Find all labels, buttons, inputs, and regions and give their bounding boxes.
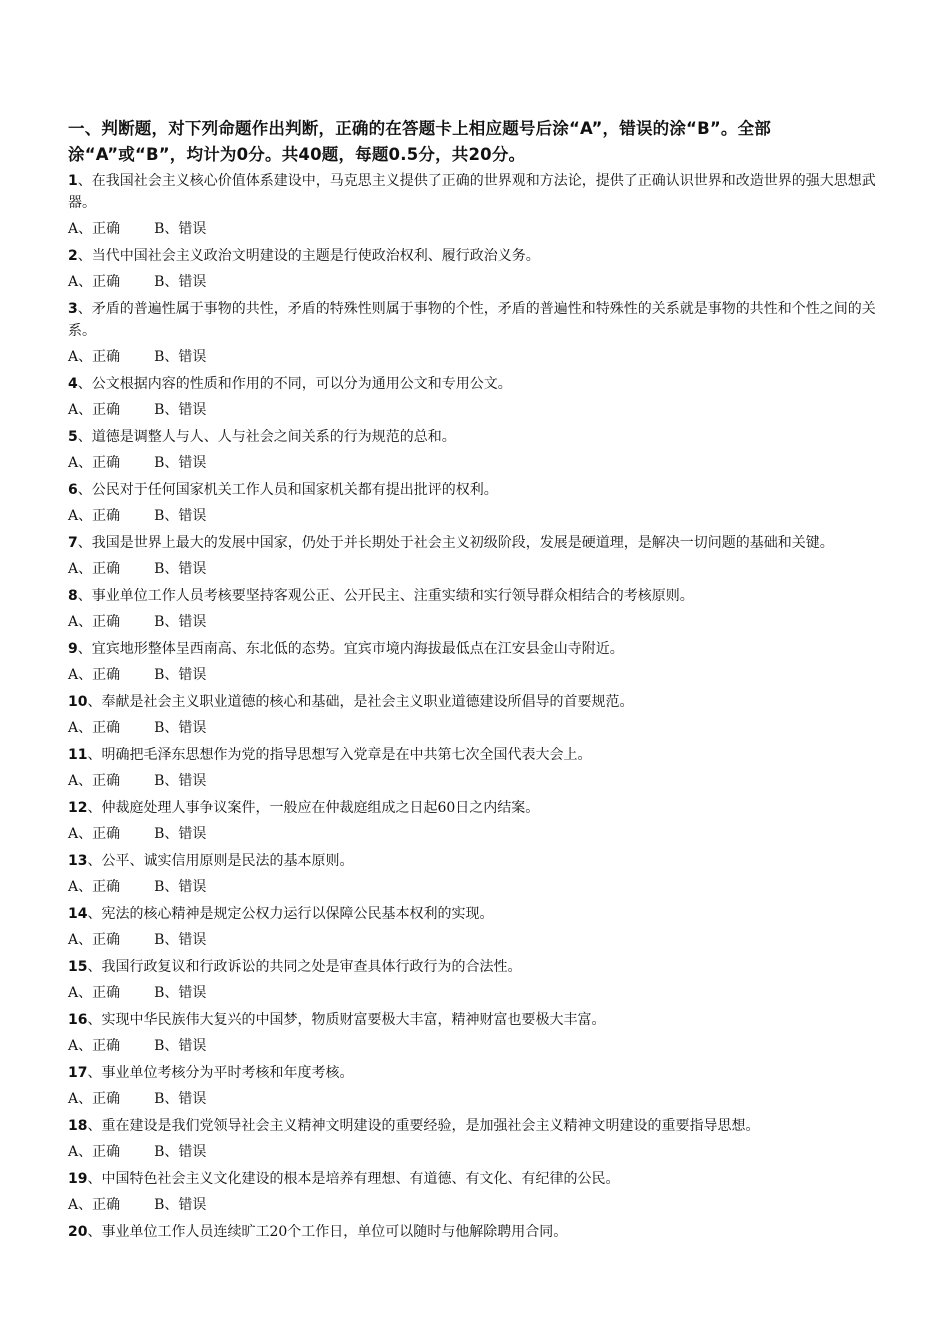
question-item: [68, 1062, 888, 1110]
answer-options: [68, 717, 888, 739]
option-a-correct: A、正确: [68, 879, 121, 895]
question-stem: [68, 426, 888, 448]
question-text: 、道德是调整人与人、人与社会之间关系的行为规范的总和。: [77, 429, 456, 445]
question-text: 、我国是世界上最大的发展中国家，仍处于并长期处于社会主义初级阶段，发展是硬道理，是解决一切问题的基础和关键。: [77, 535, 834, 551]
question-text: 、公平、诚实信用原则是民法的基本原则。: [87, 853, 354, 869]
question-item: [68, 585, 888, 633]
question-item: [68, 638, 888, 686]
answer-options: [68, 1035, 888, 1057]
question-stem: [68, 797, 888, 819]
option-b-incorrect: B、错误: [154, 773, 207, 789]
question-item: [68, 850, 888, 898]
question-number: 18: [68, 1118, 88, 1134]
answer-options: [68, 770, 888, 792]
question-number: 2: [68, 248, 78, 264]
question-text: 、明确把毛泽东思想作为党的指导思想写入党章是在中共第七次全国代表大会上。: [87, 747, 592, 763]
question-number: 20: [68, 1224, 88, 1240]
option-b-incorrect: B、错误: [154, 614, 207, 630]
question-stem: [68, 691, 888, 713]
question-text: 、重在建设是我们党领导社会主义精神文明建设的重要经验，是加强社会主义精神文明建设的重要指导思想。: [87, 1118, 760, 1134]
question-number: 10: [68, 694, 88, 710]
question-item: [68, 1115, 888, 1163]
answer-options: [68, 399, 888, 421]
option-a-correct: A、正确: [68, 1038, 121, 1054]
question-stem: [68, 956, 888, 978]
question-text: 、事业单位工作人员连续旷工20个工作日，单位可以随时与他解除聘用合同。: [87, 1224, 568, 1240]
question-text: 、我国行政复议和行政诉讼的共同之处是审查具体行政行为的合法性。: [87, 959, 522, 975]
option-a-correct: A、正确: [68, 274, 121, 290]
option-b-incorrect: B、错误: [154, 455, 207, 471]
question-stem: [68, 638, 888, 660]
option-b-incorrect: B、错误: [154, 1091, 207, 1107]
question-text: 、当代中国社会主义政治文明建设的主题是行使政治权利、履行政治义务。: [77, 248, 540, 264]
question-number: 12: [68, 800, 88, 816]
question-text: 、矛盾的普遍性属于事物的共性，矛盾的特殊性则属于事物的个性，矛盾的普遍性和特殊性的关系就是事物的共性和个性之间的关系。: [68, 301, 876, 339]
question-text: 、公文根据内容的性质和作用的不同，可以分为通用公文和专用公文。: [77, 376, 512, 392]
question-item: [68, 479, 888, 527]
question-stem: [68, 1062, 888, 1084]
question-text: 、公民对于任何国家机关工作人员和国家机关都有提出批评的权利。: [77, 482, 498, 498]
option-a-correct: A、正确: [68, 561, 121, 577]
question-number: 9: [68, 641, 78, 657]
option-b-incorrect: B、错误: [154, 274, 207, 290]
question-item: [68, 956, 888, 1004]
answer-options: [68, 558, 888, 580]
option-b-incorrect: B、错误: [154, 508, 207, 524]
document-page: [68, 116, 888, 1243]
answer-options: [68, 452, 888, 474]
question-stem: [68, 585, 888, 607]
question-number: 11: [68, 747, 88, 763]
option-b-incorrect: B、错误: [154, 561, 207, 577]
option-a-correct: A、正确: [68, 455, 121, 471]
question-text: 、事业单位工作人员考核要坚持客观公正、公开民主、注重实绩和实行领导群众相结合的考核原则。: [77, 588, 694, 604]
option-b-incorrect: B、错误: [154, 349, 207, 365]
question-number: 14: [68, 906, 88, 922]
answer-options: [68, 876, 888, 898]
option-a-correct: A、正确: [68, 773, 121, 789]
question-stem: [68, 245, 888, 267]
question-number: 7: [68, 535, 78, 551]
option-b-incorrect: B、错误: [154, 402, 207, 418]
option-b-incorrect: B、错误: [154, 667, 207, 683]
option-a-correct: A、正确: [68, 402, 121, 418]
option-b-incorrect: B、错误: [154, 221, 207, 237]
question-item: [68, 373, 888, 421]
question-stem: [68, 850, 888, 872]
option-b-incorrect: B、错误: [154, 1038, 207, 1054]
option-a-correct: A、正确: [68, 985, 121, 1001]
question-item: [68, 245, 888, 293]
question-text: 、宜宾地形整体呈西南高、东北低的态势。宜宾市境内海拔最低点在江安县金山寺附近。: [77, 641, 624, 657]
option-a-correct: A、正确: [68, 1091, 121, 1107]
question-number: 19: [68, 1171, 88, 1187]
option-a-correct: A、正确: [68, 826, 121, 842]
option-a-correct: A、正确: [68, 720, 121, 736]
option-a-correct: A、正确: [68, 667, 121, 683]
question-stem: [68, 170, 888, 214]
question-text: 、实现中华民族伟大复兴的中国梦，物质财富要极大丰富，精神财富也要极大丰富。: [87, 1012, 606, 1028]
answer-options: [68, 505, 888, 527]
question-stem: [68, 1009, 888, 1031]
question-stem: [68, 479, 888, 501]
question-number: 16: [68, 1012, 88, 1028]
answer-options: [68, 1141, 888, 1163]
option-a-correct: A、正确: [68, 508, 121, 524]
option-b-incorrect: B、错误: [154, 932, 207, 948]
question-item: [68, 1221, 888, 1243]
option-a-correct: A、正确: [68, 221, 121, 237]
question-text: 、宪法的核心精神是规定公权力运行以保障公民基本权利的实现。: [87, 906, 494, 922]
question-text: 、仲裁庭处理人事争议案件，一般应在仲裁庭组成之日起60日之内结案。: [87, 800, 540, 816]
question-number: 6: [68, 482, 78, 498]
option-b-incorrect: B、错误: [154, 985, 207, 1001]
answer-options: [68, 1194, 888, 1216]
question-item: [68, 298, 888, 368]
question-text: 、在我国社会主义核心价值体系建设中，马克思主义提供了正确的世界观和方法论，提供了正确认识世界和改造世界的强大思想武器。: [68, 173, 876, 211]
option-a-correct: A、正确: [68, 1197, 121, 1213]
question-stem: [68, 1221, 888, 1243]
question-item: [68, 532, 888, 580]
question-stem: [68, 1168, 888, 1190]
question-number: 4: [68, 376, 78, 392]
answer-options: [68, 664, 888, 686]
option-a-correct: A、正确: [68, 614, 121, 630]
answer-options: [68, 929, 888, 951]
option-a-correct: A、正确: [68, 1144, 121, 1160]
question-stem: [68, 532, 888, 554]
question-item: [68, 691, 888, 739]
question-number: 5: [68, 429, 78, 445]
question-number: 8: [68, 588, 78, 604]
question-item: [68, 744, 888, 792]
answer-options: [68, 823, 888, 845]
question-item: [68, 903, 888, 951]
option-b-incorrect: B、错误: [154, 879, 207, 895]
answer-options: [68, 218, 888, 240]
option-a-correct: A、正确: [68, 932, 121, 948]
question-stem: [68, 373, 888, 395]
question-stem: [68, 298, 888, 342]
question-number: 13: [68, 853, 88, 869]
answer-options: [68, 1088, 888, 1110]
section-title: 一、判断题，对下列命题作出判断，正确的在答题卡上相应题号后涂“A”，错误的涂“B”。全部涂“A”或“B”，均计为0分。共40题，每题0.5分，共20分。: [68, 119, 772, 164]
question-text: 、奉献是社会主义职业道德的核心和基础，是社会主义职业道德建设所倡导的首要规范。: [87, 694, 634, 710]
option-b-incorrect: B、错误: [154, 826, 207, 842]
question-number: 1: [68, 173, 78, 189]
answer-options: [68, 271, 888, 293]
question-text: 、事业单位考核分为平时考核和年度考核。: [87, 1065, 354, 1081]
question-stem: [68, 744, 888, 766]
question-item: [68, 170, 888, 240]
question-number: 15: [68, 959, 88, 975]
option-b-incorrect: B、错误: [154, 1197, 207, 1213]
question-item: [68, 426, 888, 474]
answer-options: [68, 982, 888, 1004]
question-list: [68, 170, 888, 1243]
question-text: 、中国特色社会主义文化建设的根本是培养有理想、有道德、有文化、有纪律的公民。: [87, 1171, 620, 1187]
option-a-correct: A、正确: [68, 349, 121, 365]
answer-options: [68, 611, 888, 633]
question-stem: [68, 903, 888, 925]
question-stem: [68, 1115, 888, 1137]
option-b-incorrect: B、错误: [154, 720, 207, 736]
question-item: [68, 1168, 888, 1216]
answer-options: [68, 346, 888, 368]
question-item: [68, 1009, 888, 1057]
option-b-incorrect: B、错误: [154, 1144, 207, 1160]
question-item: [68, 797, 888, 845]
question-number: 3: [68, 301, 78, 317]
question-number: 17: [68, 1065, 88, 1081]
